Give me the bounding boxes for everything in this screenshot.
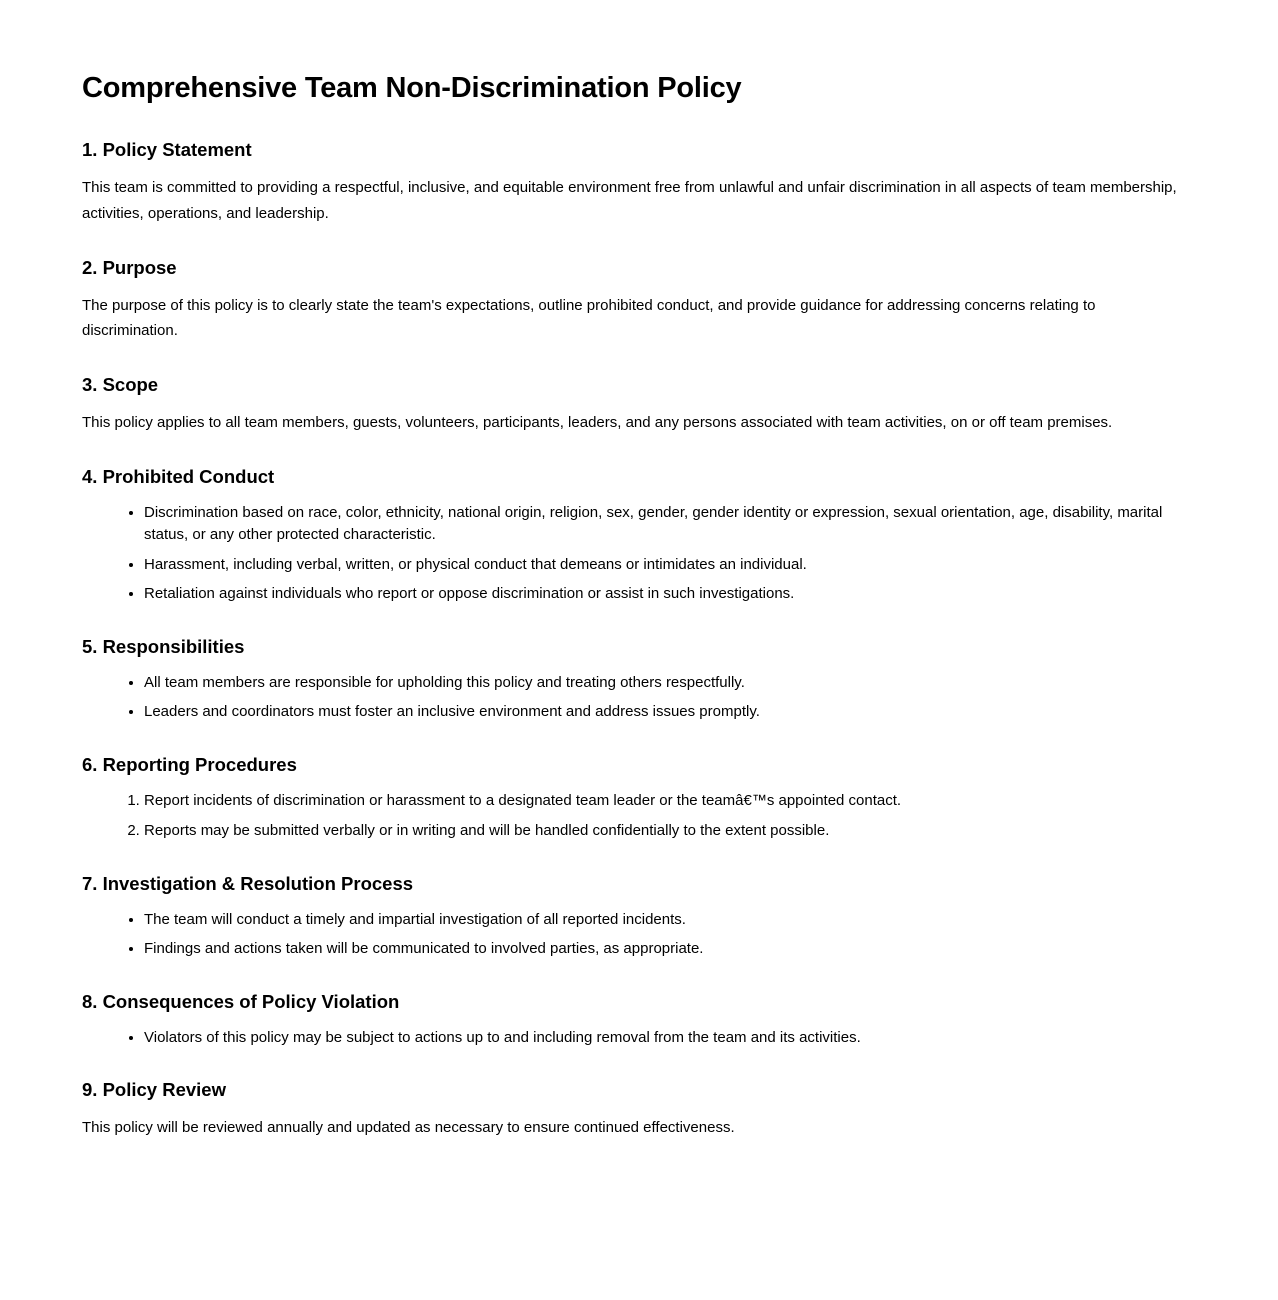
list-item: • Leaders and coordinators must foster an inclusive environment and address issues promptly. [144, 701, 1182, 724]
list-item: • Findings and actions taken will be communicated to involved parties, as appropriate. [144, 938, 1182, 961]
list-item: 2. Reports may be submitted verbally or in writing and will be handled confidentially to the extent possible. [144, 820, 1182, 843]
responsibilities-list [82, 672, 1182, 724]
list-item: • All team members are responsible for upholding this policy and treating others respectfully. [144, 672, 1182, 695]
section-heading-consequences: 8. Consequences of Policy Violation [82, 990, 400, 1012]
list-item: • Violators of this policy may be subject to actions up to and including removal from the team and its activities. [144, 1027, 1182, 1050]
section-paragraph-policy-review: This policy will be reviewed annually and updated as necessary to ensure continued effectiveness. [82, 1119, 735, 1137]
section-heading-investigation-resolution: 7. Investigation & Resolution Process [82, 872, 414, 894]
section-paragraph-scope: This policy applies to all team members, guests, volunteers, participants, leaders, and any persons associated with team activities, on or off team premises. [82, 414, 1113, 432]
section-heading-scope: 3. Scope [82, 374, 159, 396]
list-item: 1. Report incidents of discrimination or harassment to a designated team leader or the teamâ€™s appointed contact. [144, 790, 1182, 813]
list-item: • Harassment, including verbal, written, or physical conduct that demeans or intimidates an individual. [144, 554, 1182, 577]
section-paragraph-purpose: The purpose of this policy is to clearly state the team's expectations, outline prohibited conduct, and provide guidance for addressing concerns relating to discrimination. [82, 296, 1096, 340]
list-item: • Discrimination based on race, color, ethnicity, national origin, religion, sex, gender, gender identity or expression, sexual orientation, age, disability, marital status, or any other protected characteristic. [144, 502, 1182, 547]
section-heading-responsibilities: 5. Responsibilities [82, 635, 245, 657]
reporting-procedures-list [82, 790, 1182, 843]
section-heading-purpose: 2. Purpose [82, 256, 177, 278]
list-item: • The team will conduct a timely and impartial investigation of all reported incidents. [144, 909, 1182, 932]
section-heading-prohibited-conduct: 4. Prohibited Conduct [82, 465, 275, 487]
consequences-list [82, 1027, 1182, 1050]
section-heading-policy-review: 9. Policy Review [82, 1079, 226, 1101]
section-heading-policy-statement: 1. Policy Statement [82, 139, 252, 160]
section-paragraph-policy-statement: This team is committed to providing a respectful, inclusive, and equitable environment free from unlawful and unfair discrimination in all aspects of team membership, activities, operations, and leadership. [82, 179, 1177, 222]
list-item: • Retaliation against individuals who report or oppose discrimination or assist in such investigations. [144, 583, 1182, 606]
prohibited-conduct-list [82, 502, 1182, 606]
section-heading-reporting-procedures: 6. Reporting Procedures [82, 753, 297, 775]
page-title: Comprehensive Team Non-Discrimination Policy [82, 72, 742, 104]
investigation-resolution-list [82, 909, 1182, 961]
